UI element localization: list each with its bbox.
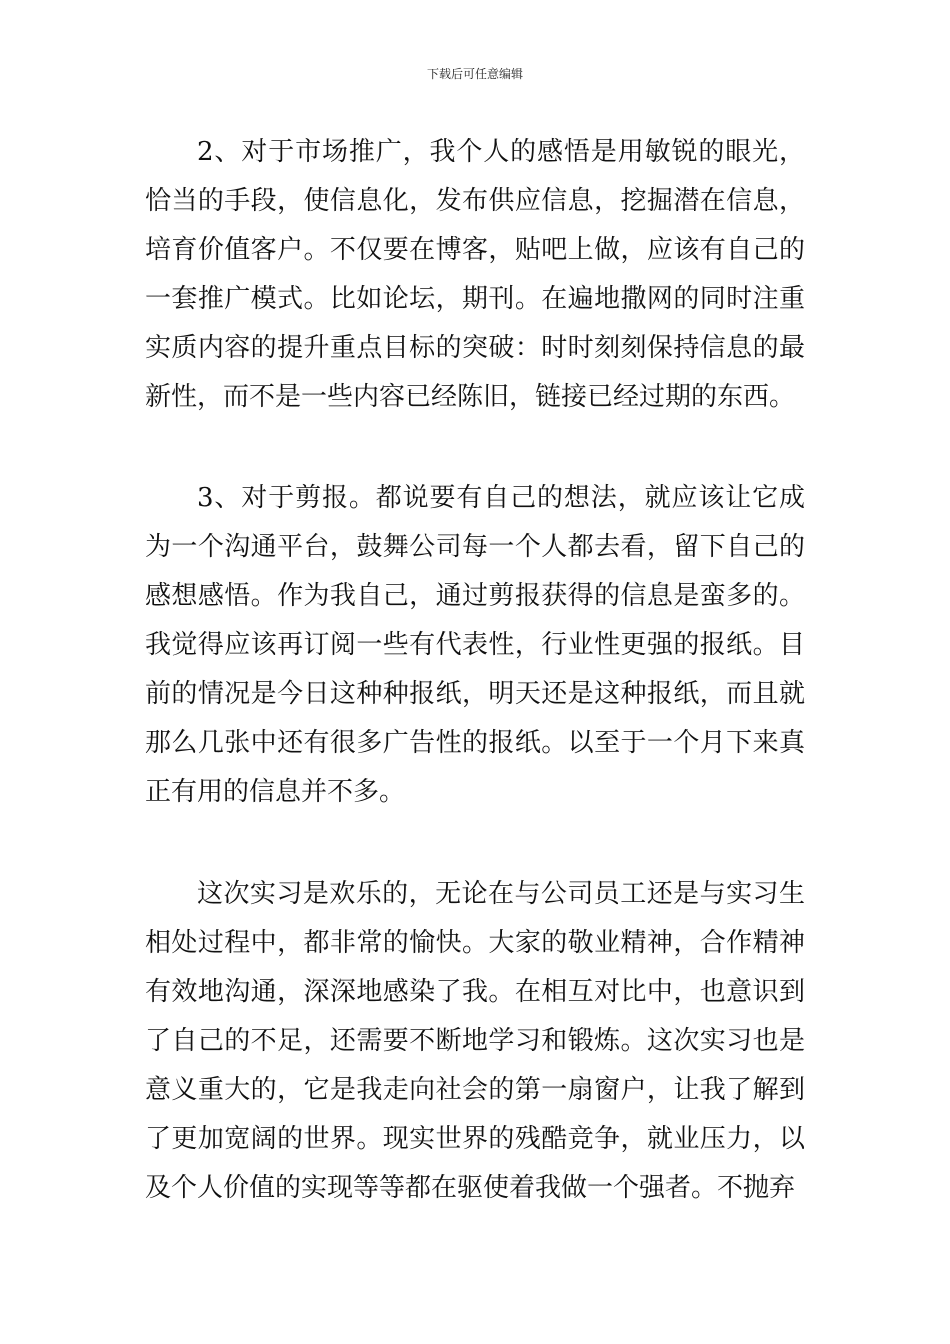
- paragraph-internship-summary: 这次实习是欢乐的，无论在与公司员工还是与实习生相处过程中，都非常的愉快。大家的敬业精神，合作精神有效地沟通，深深地感染了我。在相互对比中，也意识到了自己的不足，还需要不断地学习和锻炼。这次实习也是意义重大的，它是我走向社会的第一扇窗户，让我了解到了更加宽阔的世界。现实世界的残酷竞争，就业压力，以及个人价值的实现等等都在驱使着我做一个强者。不抛弃: [145, 879, 805, 1203]
- paragraph-clippings: 3、对于剪报。都说要有自己的想法，就应该让它成为一个沟通平台，鼓舞公司每一个人都去看，留下自己的感想感悟。作为我自己，通过剪报获得的信息是蛮多的。我觉得应该再订阅一些有代表性，行业性更强的报纸。目前的情况是今日这种种报纸，明天还是这种报纸，而且就那么几张中还有很多广告性的报纸。以至于一个月下来真正有用的信息并不多。: [145, 483, 805, 807]
- page-header: 下载后可任意编辑: [426, 67, 523, 81]
- paragraph-market-promotion: 2、对于市场推广，我个人的感悟是用敏锐的眼光，恰当的手段，使信息化，发布供应信息，挖掘潜在信息，培育价值客户。不仅要在博客，贴吧上做，应该有自己的一套推广模式。比如论坛，期刊。在遍地撒网的同时注重实质内容的提升重点目标的突破：时时刻刻保持信息的最新性，而不是一些内容已经陈旧，链接已经过期的东西。: [145, 137, 805, 412]
